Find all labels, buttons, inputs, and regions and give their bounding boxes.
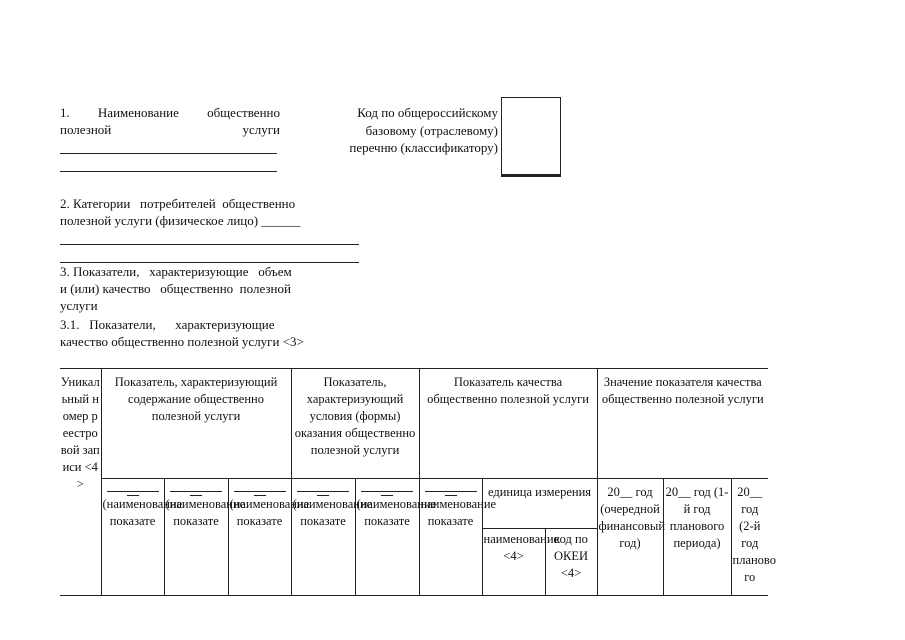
section1-word-service: услуги [242, 122, 280, 137]
quality-indicators-heading [60, 316, 350, 350]
conditions-indicator-1-name: (наименование показате [292, 497, 373, 528]
code-label-line-3: перечню (классификатору) [349, 140, 498, 155]
section1-word-name: Наименование [97, 105, 179, 120]
content-indicator-2-cell[interactable] [164, 479, 246, 596]
section3-line-3: услуги [60, 298, 98, 313]
consumer-field-line-1[interactable] [60, 244, 359, 245]
section3-line-2: и (или) качество общественно полезной [60, 281, 291, 296]
section2-line-2: полезной услуги (физическое лицо) ______ [60, 213, 301, 228]
content-indicator-1-name: (наименование показате [102, 497, 183, 528]
header-quality-indicator: Показатель качества общественно полезной услуги [419, 369, 597, 479]
section1-word-public: общественно [207, 105, 280, 120]
header-conditions-indicator: Показатель, характеризующий условия (формы) оказания общественно полезной услуги [291, 369, 419, 479]
value-year-2-header: 20__ год (1-й год планового периода) [663, 479, 731, 596]
quality-indicator-name-cell[interactable] [419, 479, 497, 596]
section1-number: 1. [60, 105, 70, 120]
classifier-code-label [318, 104, 498, 157]
section31-line-2: качество общественно полезной услуги <3> [60, 334, 304, 349]
code-label-line-1: Код по общероссийскому [357, 105, 498, 120]
section31-line-1: 3.1. Показатели, характеризующие [60, 317, 275, 332]
conditions-indicator-2-cell[interactable] [355, 479, 437, 596]
consumer-categories-label [60, 195, 350, 229]
conditions-indicator-1-cell[interactable] [291, 479, 373, 596]
classifier-code-box[interactable] [501, 97, 561, 177]
header-indicator-value: Значение показателя качества общественно полезной услуги [597, 369, 768, 479]
header-unique-record-number: Уникальный номер реестровой записи <4> [60, 369, 101, 596]
section1-word-useful: полезной [60, 122, 112, 137]
section2-line-1: 2. Категории потребителей общественно [60, 196, 296, 211]
section3-line-1: 3. Показатели, характеризующие объем [60, 264, 292, 279]
unit-of-measure-header: единица измерения [482, 479, 597, 529]
quality-indicators-table [60, 368, 776, 596]
quality-indicator-name: наименование показате [420, 497, 497, 528]
value-year-3-header: 20__ год (2-й год планово го [731, 479, 768, 596]
conditions-indicator-2-name: (наименование показате [356, 497, 437, 528]
service-name-field-line-1[interactable] [60, 153, 277, 154]
content-indicator-1-cell[interactable] [101, 479, 183, 596]
service-name-label [60, 104, 280, 138]
value-year-1-header: 20__ год (очередной финансовый год) [597, 479, 663, 596]
unit-okei-code-header: код по ОКЕИ <4> [545, 529, 597, 596]
indicators-heading [60, 263, 350, 314]
header-content-indicator: Показатель, характеризующий содержание общественно полезной услуги [101, 369, 291, 479]
content-indicator-2-name: (наименование показате [165, 497, 246, 528]
content-indicator-3-cell[interactable] [228, 479, 310, 596]
code-label-line-2: базовому (отраслевому) [365, 122, 498, 138]
unit-name-header: наименование <4> [482, 529, 545, 596]
service-name-field-line-2[interactable] [60, 171, 277, 172]
content-indicator-3-name: (наименование показате [229, 497, 310, 528]
